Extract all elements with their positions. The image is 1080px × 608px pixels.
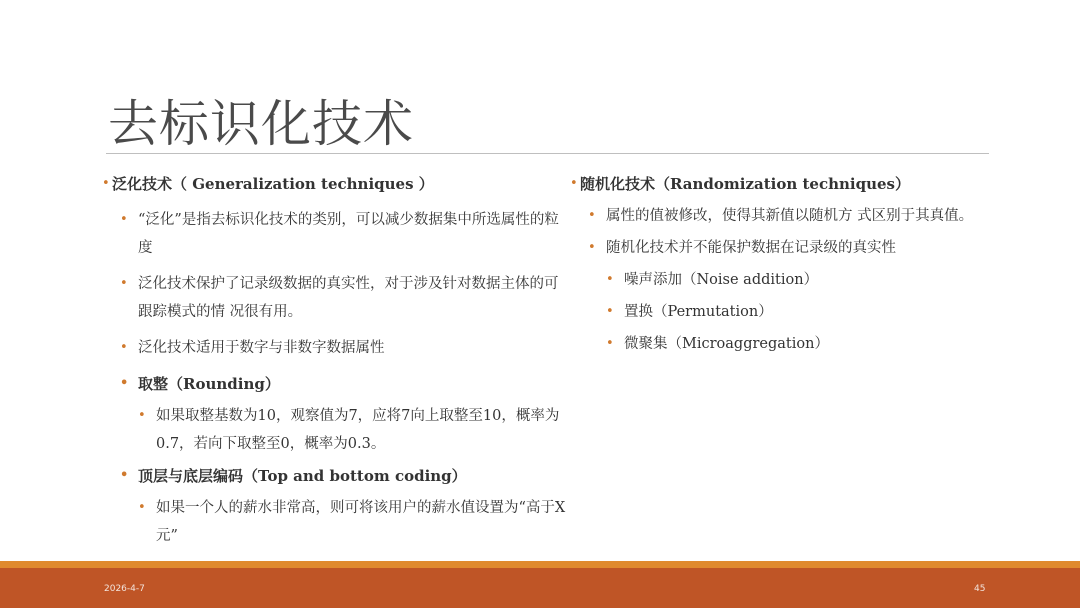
bullet-icon: • (138, 500, 146, 515)
rounding-detail: 如果取整基数为10，观察值为7，应将7向上取整至10，概率为0.7，若向下取整至0，概率为0.3。 (156, 408, 560, 452)
left-column (102, 170, 572, 550)
bullet-icon: • (102, 176, 110, 191)
footer-accent-bar (0, 561, 1080, 568)
list-item (570, 266, 1040, 294)
list-item (570, 202, 1040, 230)
bullet-icon: • (570, 176, 578, 191)
title-divider (106, 153, 989, 154)
top-bottom-detail-item (102, 494, 572, 550)
right-heading-item (570, 170, 1040, 198)
left-heading-item (102, 170, 572, 198)
list-item (102, 270, 572, 326)
bullet-icon: • (120, 340, 128, 355)
bullet-icon: • (120, 276, 128, 291)
list-item (570, 330, 1040, 358)
right-column (570, 170, 1040, 358)
bullet-icon: • (138, 408, 146, 423)
list-item-text: 属性的值被修改，使得其新值以随机方 式区别于其真值。 (606, 208, 974, 224)
rounding-heading: 取整（Rounding） (138, 375, 280, 393)
list-item-text: 随机化技术并不能保护数据在记录级的真实性 (606, 240, 896, 256)
bullet-icon: • (120, 376, 129, 391)
list-item-text: 置换（Permutation） (624, 304, 773, 320)
bullet-icon: • (606, 304, 614, 319)
rounding-heading-item (102, 370, 572, 398)
list-item-text: 微聚集（Microaggregation） (624, 336, 829, 352)
rounding-detail-item (102, 402, 572, 458)
list-item (570, 234, 1040, 262)
slide-title: 去标识化技术 (108, 95, 414, 153)
top-bottom-heading: 顶层与底层编码（Top and bottom coding） (138, 467, 467, 485)
list-item-text: 泛化技术适用于数字与非数字数据属性 (138, 340, 385, 356)
bullet-icon: • (588, 240, 596, 255)
list-item (102, 206, 572, 262)
page-number: 45 (974, 584, 986, 594)
left-heading: 泛化技术（ Generalization techniques ） (112, 175, 434, 193)
footer-date: 2026-4-7 (104, 584, 145, 594)
list-item-text: 泛化技术保护了记录级数据的真实性，对于涉及针对数据主体的可跟踪模式的情 况很有用。 (138, 276, 559, 320)
list-item-text: 噪声添加（Noise addition） (624, 272, 819, 288)
list-item (102, 334, 572, 362)
bullet-icon: • (120, 212, 128, 227)
bullet-icon: • (606, 272, 614, 287)
list-item (570, 298, 1040, 326)
list-item-text: “泛化”是指去标识化技术的类别，可以减少数据集中所选属性的粒度 (138, 212, 559, 256)
top-bottom-detail: 如果一个人的薪水非常高，则可将该用户的薪水值设置为“高于X元” (156, 500, 566, 544)
top-bottom-heading-item (102, 462, 572, 490)
bullet-icon: • (120, 468, 129, 483)
footer-bar (0, 568, 1080, 608)
bullet-icon: • (606, 336, 614, 351)
bullet-icon: • (588, 208, 596, 223)
right-heading: 随机化技术（Randomization techniques） (580, 175, 910, 193)
